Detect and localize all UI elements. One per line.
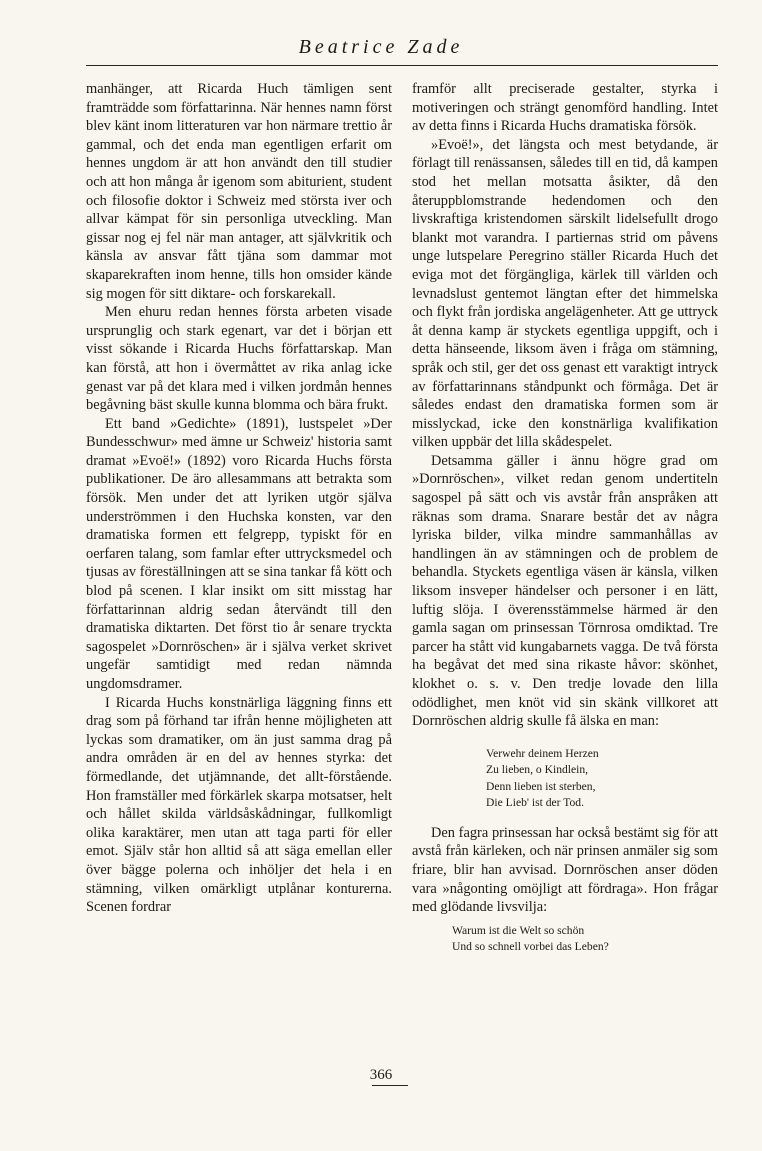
verse-line: Zu lieben, o Kindlein, bbox=[486, 763, 589, 777]
running-title: Beatrice Zade bbox=[298, 36, 464, 58]
verse-quote bbox=[452, 923, 718, 956]
paragraph: Ett band »Gedichte» (1891), lustspelet »Der Bundesschwur» med ämne ur Schweiz' historia samt dramat »Evoë!» (1892) voro Ricarda Huchs första publikationer. De äro allesammans att betrakta som försök. Men under det att lyriken utgör själva underströmmen i den Huchska konsten, var den dramatiska formen ett felgrepp, typiskt för en oerfaren talang, som famlar efter uttrycksmedel och tjusas av föreställningen att se sina tankar få kött och blod på scenen. I klar insikt om sitt misstag har författarinnan aldrig sedan återvändt till den dramatiska diktarten. Det först tio år senare tryckta sagospelet »Dornröschen» är i själva verket skrivet ungefär samtidigt med redan nämnda ungdomsdramer. bbox=[86, 415, 392, 692]
left-column bbox=[86, 80, 392, 917]
paragraph: I Ricarda Huchs konstnärliga läggning finns ett drag som på förhand tar ifrån henne möjligheten att lyckas som dramatiker, om än just samma drag på andra områden är en del av hennes styrka: det förmedlande, det utjämnande, det allt-förstående. Hon framställer med förkärlek skarpa motsatser, helt och hållet skilda världsåskådningar, fullkomligt olika karaktärer, men utan att taga parti för eller emot. Själv står hon alltid så att säga emellan eller över bägge polerna och inhöljer det hela i en stämning, vilken omärkligt utplånar konturerna. Scenen fordrar bbox=[86, 694, 392, 916]
verse-quote bbox=[486, 746, 718, 812]
paragraph: Detsamma gäller i ännu högre grad om »Dornröschen», vilket redan genom undertiteln sagospel på sätt och vis avstår från anspråken att räknas som drama. Snarare består det av några lyriska bilder, vilka mindre sammanhållas av handlingen än av stämningen och de problem de behandla. Styckets egentliga väsen är känsla, vilken liksom insveper händelser och personer i en lätt, luftig slöja. I överensstämmelse härmed är den gamla sagan om prinsessan Törnrosa omdiktad. Tre parcer ha stått vid kungabarnets vagga. De två första ha begåvat det med sina rikaste håvor: skönhet, klokhet o. s. v. Den tredje lovade den lilla odödlighet, men knöt vid sin skänk villkoret att Dornröschen aldrig skulle få älska en man: bbox=[412, 452, 718, 730]
paragraph: framför allt preciserade gestalter, styrka i motiveringen och strängt genomförd handling. Intet av detta finns i Ricarda Huchs dramatiska försök. bbox=[412, 81, 718, 135]
folio-rule bbox=[372, 1085, 408, 1086]
verse-line: Die Lieb' ist der Tod. bbox=[486, 796, 584, 810]
verse-line: Verwehr deinem Herzen bbox=[486, 746, 599, 760]
paragraph: »Evoë!», det längsta och mest betydande, är förlagt till renässansen, således till en tid, då kampen stod het mellan motsatta åsikter, då den återuppblomstrande hedendomen och den livskraftiga kristendomen särskilt lidelsefullt drogo blankt mot varandra. I partiernas strid om påvens unge lutspelare Peregrino ställer Ricarda Huch det eviga mot det förgängliga, kärlek till världen och levnadslust gentemot längtan efter det himmelska och flykt från jordiska angelägenheter. Att ge uttryck åt denna kamp är styckets egentliga uppgift, och i detta hänseende, liksom även i fråga om stämning, språk och stil, ger det oss genast ett varaktigt intryck av författarinnans ståndpunkt och förmåga. Det är således endast den dramatiska formen som är misslyckad, icke den konstnärliga kvalifikation vilken uppbär det lilla skådespelet. bbox=[412, 136, 718, 451]
paragraph: Den fagra prinsessan har också bestämt sig för att avstå från kärleken, och när prinsen anmäler sig som friare, blir han avvisad. Dornröschen anser döden vara »någonting omöjligt att fördraga». Hon frågar med glödande livsvilja: bbox=[412, 824, 718, 916]
page-number: 366 bbox=[369, 1067, 393, 1083]
paragraph: manhänger, att Ricarda Huch tämligen sent framträdde som författarinna. När hennes namn först blev känt inom litteraturen var hon närmare trettio år gammal, och det enda man egentligen erfarit om hennes ungdom är att hon användt den till studier och att hon många år igenom som abiturient, student och filosofie doktor i Schweiz med största iver och allvar kämpat för sin personliga utveckling. Man gissar nog ej fel när man antager, att självkritik och känsla av ansvar fått tjäna som dammar mot skaparekraften inom henne, tills hon omsider kände sig mogen för sitt diktare- och forskarekall. bbox=[86, 81, 392, 302]
header-rule bbox=[86, 65, 718, 66]
right-column bbox=[412, 80, 718, 956]
paragraph: Men ehuru redan hennes första arbeten visade ursprunglig och stark egenart, var det i början ett visst sökande i Ricarda Huchs författarskap. Man kan förstå, att hon i övermåttet av rika anlag icke genast var på det klara med i vilken jordmån hennes begåvning bäst skulle kunna blomma och bära frukt. bbox=[86, 304, 392, 414]
verse-line: Und so schnell vorbei das Leben? bbox=[452, 940, 609, 954]
verse-line: Denn lieben ist sterben, bbox=[486, 779, 596, 793]
verse-line: Warum ist die Welt so schön bbox=[452, 923, 585, 937]
